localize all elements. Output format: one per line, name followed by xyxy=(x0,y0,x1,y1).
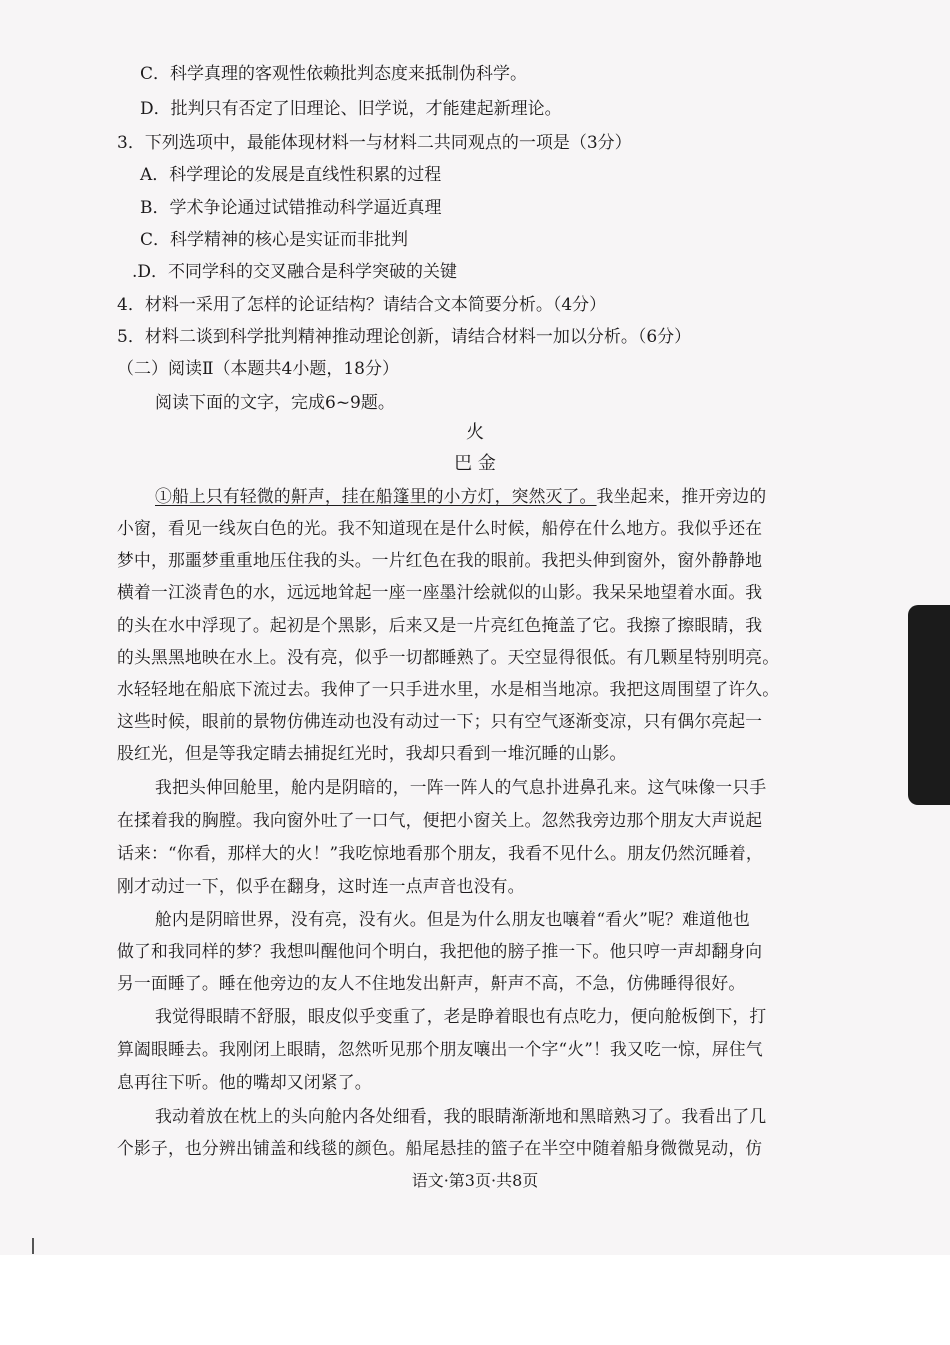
article-line: 在揉着我的胸膛。我向窗外吐了一口气，便把小窗关上。忽然我旁边那个朋友大声说起 xyxy=(117,810,763,830)
section-heading: （二）阅读Ⅱ（本题共4小题，18分） xyxy=(117,359,400,379)
article-line: 算阖眼睡去。我刚闭上眼睛，忽然听见那个朋友嚷出一个字“火”！我又吃一惊，屏住气 xyxy=(117,1039,763,1059)
article-line: 我觉得眼睛不舒服，眼皮似乎变重了，老是睁着眼也有点吃力，便向舱板倒下，打 xyxy=(155,1006,767,1026)
article-line: 另一面睡了。睡在他旁边的友人不住地发出鼾声，鼾声不高，不急，仿佛睡得很好。 xyxy=(117,973,746,993)
article-line: 这些时候，眼前的景物仿佛连动也没有动过一下；只有空气逐渐变凉，只有偶尔亮起一 xyxy=(117,711,763,731)
article-line: 做了和我同样的梦？我想叫醒他问个明白，我把他的膀子推一下。他只哼一声却翻身向 xyxy=(117,941,763,961)
article-line: 梦中，那噩梦重重地压住我的头。一片红色在我的眼前。我把头伸到窗外，窗外静静地 xyxy=(117,550,763,570)
question-3-option-a: A．科学理论的发展是直线性积累的过程 xyxy=(140,165,442,185)
article-line: 话来：“你看，那样大的火！”我吃惊地看那个朋友，我看不见什么。朋友仍然沉睡着， xyxy=(117,843,763,863)
section-instruction: 阅读下面的文字，完成6~9题。 xyxy=(155,393,395,413)
article-line: 水轻轻地在船底下流过去。我伸了一只手进水里，水是相当地凉。我把这周围望了许久。 xyxy=(117,679,780,699)
question-3-option-b: B．学术争论通过试错推动科学逼近真理 xyxy=(140,198,442,218)
paragraph-1-line-1 xyxy=(155,484,766,508)
line-remainder: 我坐起来，推开旁边的 xyxy=(596,486,767,506)
underlined-sentence: 船上只有轻微的鼾声，挂在船篷里的小方灯，突然灭了。 xyxy=(171,486,597,506)
paragraph-marker: ① xyxy=(155,486,172,506)
article-line: 的头在水中浮现了。起初是个黑影，后来又是一片亮红色掩盖了它。我擦了擦眼睛，我 xyxy=(117,615,763,635)
article-title: 火 xyxy=(466,422,484,443)
article-line: 舱内是阴暗世界，没有亮，没有火。但是为什么朋友也嚷着“看火”呢？难道他也 xyxy=(155,909,750,929)
question-3-stem: 3．下列选项中，最能体现材料一与材料二共同观点的一项是（3分） xyxy=(117,133,632,153)
page-footer: 语文·第3页·共8页 xyxy=(411,1171,539,1190)
binder-tab xyxy=(908,605,950,805)
article-line: 的头黑黑地映在水上。没有亮，似乎一切都睡熟了。天空显得很低。有几颗星特别明亮。 xyxy=(117,647,780,667)
article-line: 我动着放在枕上的头向舱内各处细看，我的眼睛渐渐地和黑暗熟习了。我看出了几 xyxy=(155,1106,767,1126)
question-3-option-d: .D．不同学科的交叉融合是科学突破的关键 xyxy=(132,262,458,282)
option-d-prev: D．批判只有否定了旧理论、旧学说，才能建起新理论。 xyxy=(140,99,562,119)
article-line: 横着一江淡青色的水，远远地耸起一座一座墨汁绘就似的山影。我呆呆地望着水面。我 xyxy=(117,582,763,602)
article-author: 巴 金 xyxy=(454,453,496,474)
question-3-option-c: C．科学精神的核心是实证而非批判 xyxy=(140,230,409,250)
article-line: 股红光，但是等我定睛去捕捉红光时，我却只看到一堆沉睡的山影。 xyxy=(117,743,627,763)
article-line: 刚才动过一下，似乎在翻身，这时连一点声音也没有。 xyxy=(117,876,525,896)
scan-edge-mark xyxy=(32,1238,34,1254)
article-line: 我把头伸回舱里，舱内是阴暗的，一阵一阵人的气息扑进鼻孔来。这气味像一只手 xyxy=(155,777,767,797)
question-4: 4．材料一采用了怎样的论证结构？请结合文本简要分析。（4分） xyxy=(117,295,607,315)
option-c-prev: C．科学真理的客观性依赖批判态度来抵制伪科学。 xyxy=(140,64,528,84)
article-line: 个影子，也分辨出铺盖和线毯的颜色。船尾悬挂的篮子在半空中随着船身微微晃动，仿 xyxy=(117,1138,763,1158)
question-5: 5．材料二谈到科学批判精神推动理论创新，请结合材料一加以分析。（6分） xyxy=(117,327,692,347)
article-line: 息再往下听。他的嘴却又闭紧了。 xyxy=(117,1072,372,1092)
article-line: 小窗，看见一线灰白色的光。我不知道现在是什么时候，船停在什么地方。我似乎还在 xyxy=(117,518,763,538)
